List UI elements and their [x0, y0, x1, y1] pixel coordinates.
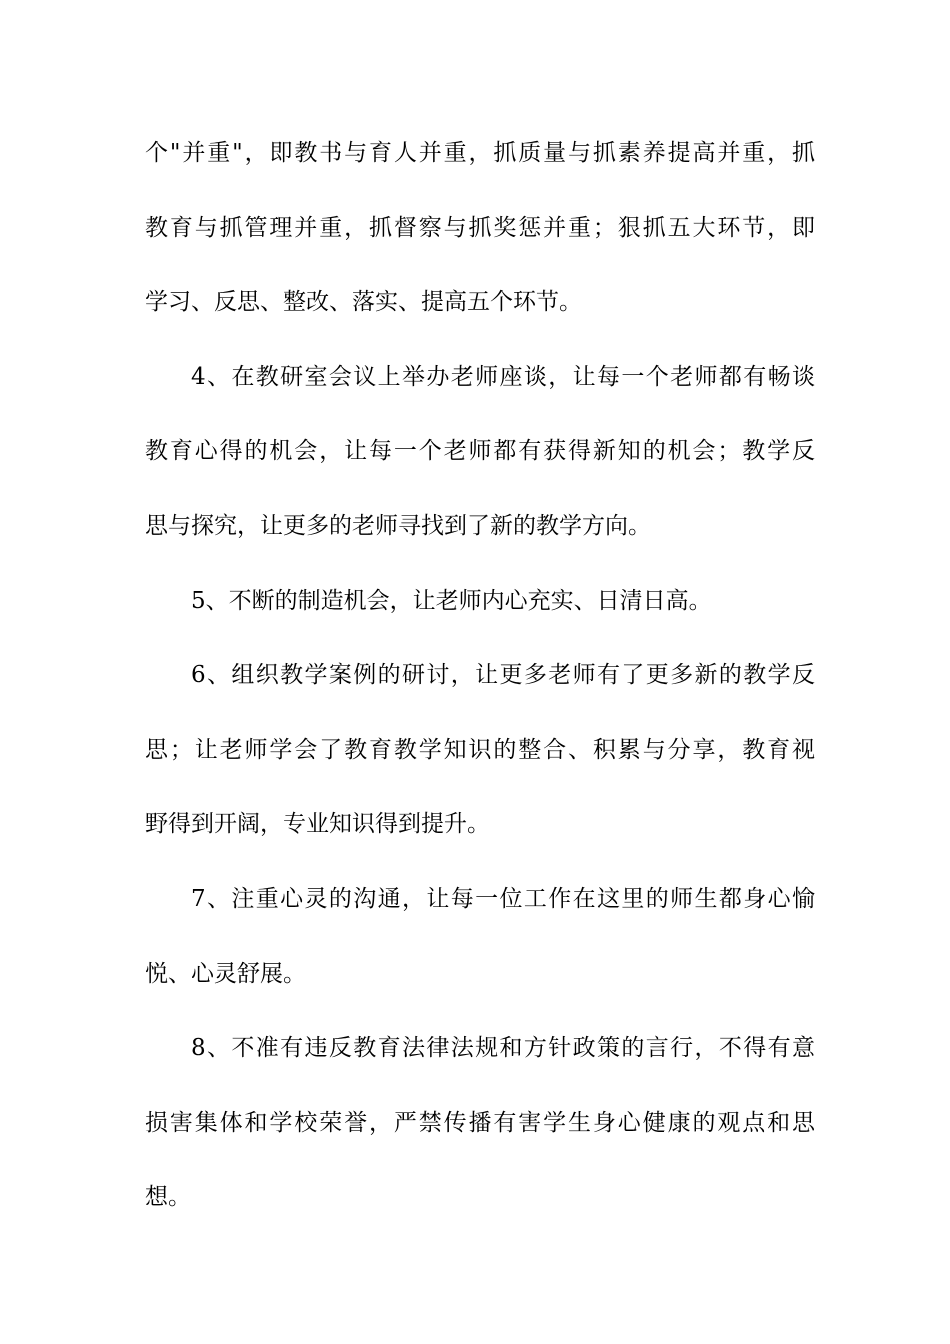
- text-line: 悦、心灵舒展。: [145, 960, 306, 987]
- text-line: 学习、反思、整改、落实、提高五个环节。: [145, 289, 582, 316]
- body-text: [145, 128, 815, 1247]
- text-line: 损害集体和学校荣誉，严禁传播有害学生身心健康的观点和思: [145, 1109, 815, 1136]
- text-line: 6、组织教学案例的研讨，让更多老师有了更多新的教学反: [191, 662, 815, 689]
- text-line: 4、在教研室会议上举办老师座谈，让每一个老师都有畅谈: [191, 363, 815, 390]
- text-line: 教育与抓管理并重，抓督察与抓奖惩并重；狠抓五大环节，即: [145, 214, 815, 241]
- text-line: 想。: [145, 1184, 191, 1211]
- text-line: 教育心得的机会，让每一个老师都有获得新知的机会；教学反: [145, 438, 815, 465]
- text-line: 思与探究，让更多的老师寻找到了新的教学方向。: [145, 512, 651, 539]
- text-line: 个"并重"，即教书与育人并重，抓质量与抓素养提高并重，抓: [145, 140, 815, 166]
- text-line: 野得到开阔，专业知识得到提升。: [145, 811, 490, 838]
- text-line: 7、注重心灵的沟通，让每一位工作在这里的师生都身心愉: [191, 885, 815, 912]
- text-line: 思；让老师学会了教育教学知识的整合、积累与分享，教育视: [145, 736, 815, 763]
- text-line: 8、不准有违反教育法律法规和方针政策的言行，不得有意: [191, 1035, 815, 1062]
- text-line: 5、不断的制造机会，让老师内心充实、日清日高。: [191, 587, 712, 614]
